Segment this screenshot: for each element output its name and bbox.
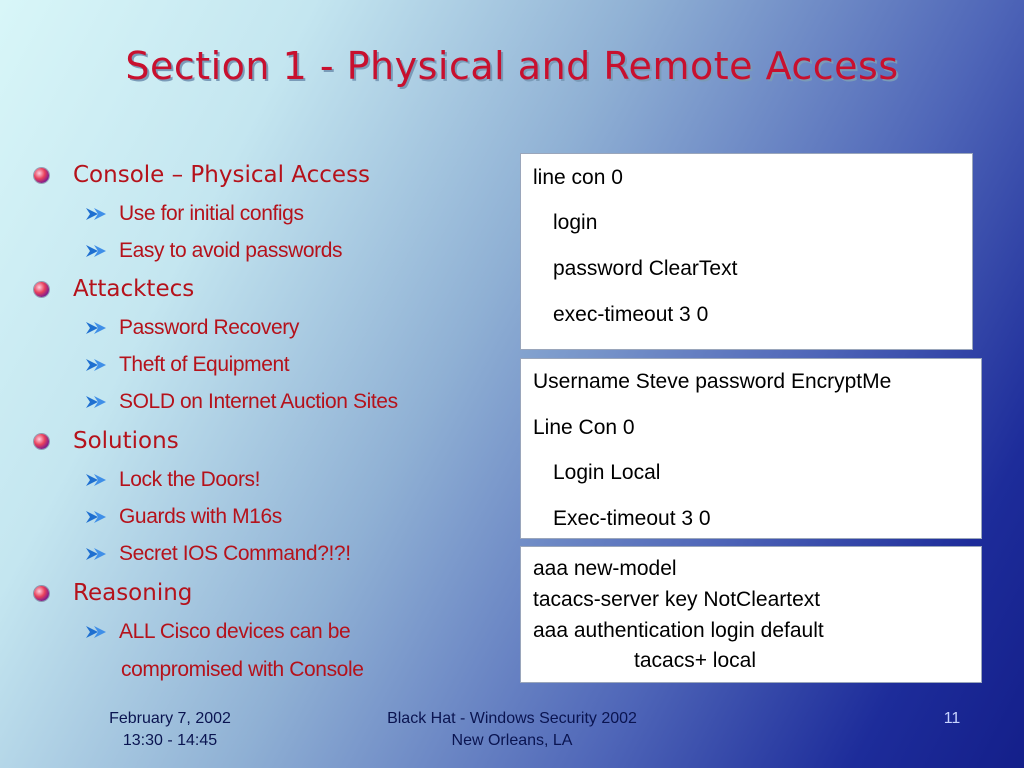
bullet-attacktecs — [34, 276, 194, 302]
code-line: Username Steve password EncryptMe — [533, 370, 892, 393]
arrow-bullet-icon — [86, 244, 108, 258]
code-line: Line Con 0 — [533, 416, 635, 439]
bullet-reasoning — [34, 580, 192, 606]
footer-date-block — [60, 708, 280, 752]
sub-bullet-initial-configs — [86, 202, 304, 226]
footer-event-block — [330, 708, 694, 752]
sub-bullet-text: Password Recovery — [119, 316, 299, 339]
bullet-ball-icon — [34, 282, 49, 297]
code-line: line con 0 — [533, 166, 623, 189]
bullet-ball-icon — [34, 586, 49, 601]
footer-time: 13:30 - 14:45 — [122, 732, 218, 749]
code-box-console-login — [520, 153, 973, 350]
bullet-console — [34, 162, 370, 188]
code-line: aaa new-model — [533, 557, 677, 580]
bullet-text: Attacktecs — [73, 276, 195, 302]
page-number: 11 — [943, 710, 961, 727]
code-line: login — [553, 211, 598, 234]
code-line: Exec-timeout 3 0 — [553, 507, 711, 530]
arrow-bullet-icon — [86, 547, 108, 561]
code-line: password ClearText — [553, 257, 738, 280]
sub-bullet-lock-doors — [86, 468, 260, 492]
code-box-aaa-tacacs — [520, 546, 982, 683]
code-line: Login Local — [553, 461, 661, 484]
code-line: tacacs+ local — [634, 649, 756, 672]
sub-bullet-secret-ios — [86, 542, 351, 566]
arrow-bullet-icon — [86, 625, 108, 639]
bullet-text: Reasoning — [73, 580, 193, 606]
bullet-text: Console – Physical Access — [73, 162, 371, 188]
arrow-bullet-icon — [86, 207, 108, 221]
sub-bullet-password-recovery — [86, 316, 299, 340]
sub-bullet-text: ALL Cisco devices can be — [119, 620, 351, 643]
bullet-solutions — [34, 428, 179, 454]
sub-bullet-text: Guards with M16s — [119, 505, 282, 528]
sub-bullet-text: Lock the Doors! — [119, 468, 261, 491]
code-line: exec-timeout 3 0 — [553, 303, 709, 326]
bullet-ball-icon — [34, 434, 49, 449]
arrow-bullet-icon — [86, 395, 108, 409]
code-box-local-user — [520, 358, 982, 539]
code-line: tacacs-server key NotCleartext — [533, 588, 821, 611]
sub-bullet-auction — [86, 390, 398, 414]
arrow-bullet-icon — [86, 510, 108, 524]
sub-bullet-theft — [86, 353, 289, 377]
sub-bullet-all-cisco — [86, 620, 350, 644]
sub-bullet-continuation — [121, 658, 364, 682]
arrow-bullet-icon — [86, 473, 108, 487]
bullet-text: Solutions — [73, 428, 179, 454]
sub-bullet-text: Use for initial configs — [119, 202, 304, 225]
sub-bullet-text: Easy to avoid passwords — [119, 239, 343, 262]
code-line: aaa authentication login default — [533, 619, 824, 642]
sub-bullet-text: SOLD on Internet Auction Sites — [119, 390, 398, 413]
sub-bullet-guards — [86, 505, 282, 529]
arrow-bullet-icon — [86, 358, 108, 372]
sub-bullet-text: compromised with Console — [121, 658, 364, 681]
arrow-bullet-icon — [86, 321, 108, 335]
footer-location: New Orleans, LA — [451, 732, 573, 749]
sub-bullet-avoid-passwords — [86, 239, 342, 263]
footer-event: Black Hat - Windows Security 2002 — [387, 710, 637, 727]
sub-bullet-text: Secret IOS Command?!?! — [119, 542, 351, 565]
slide-title: Section 1 - Physical and Remote Access — [125, 44, 899, 88]
footer-date: February 7, 2002 — [109, 710, 231, 727]
sub-bullet-text: Theft of Equipment — [119, 353, 290, 376]
bullet-ball-icon — [34, 168, 49, 183]
